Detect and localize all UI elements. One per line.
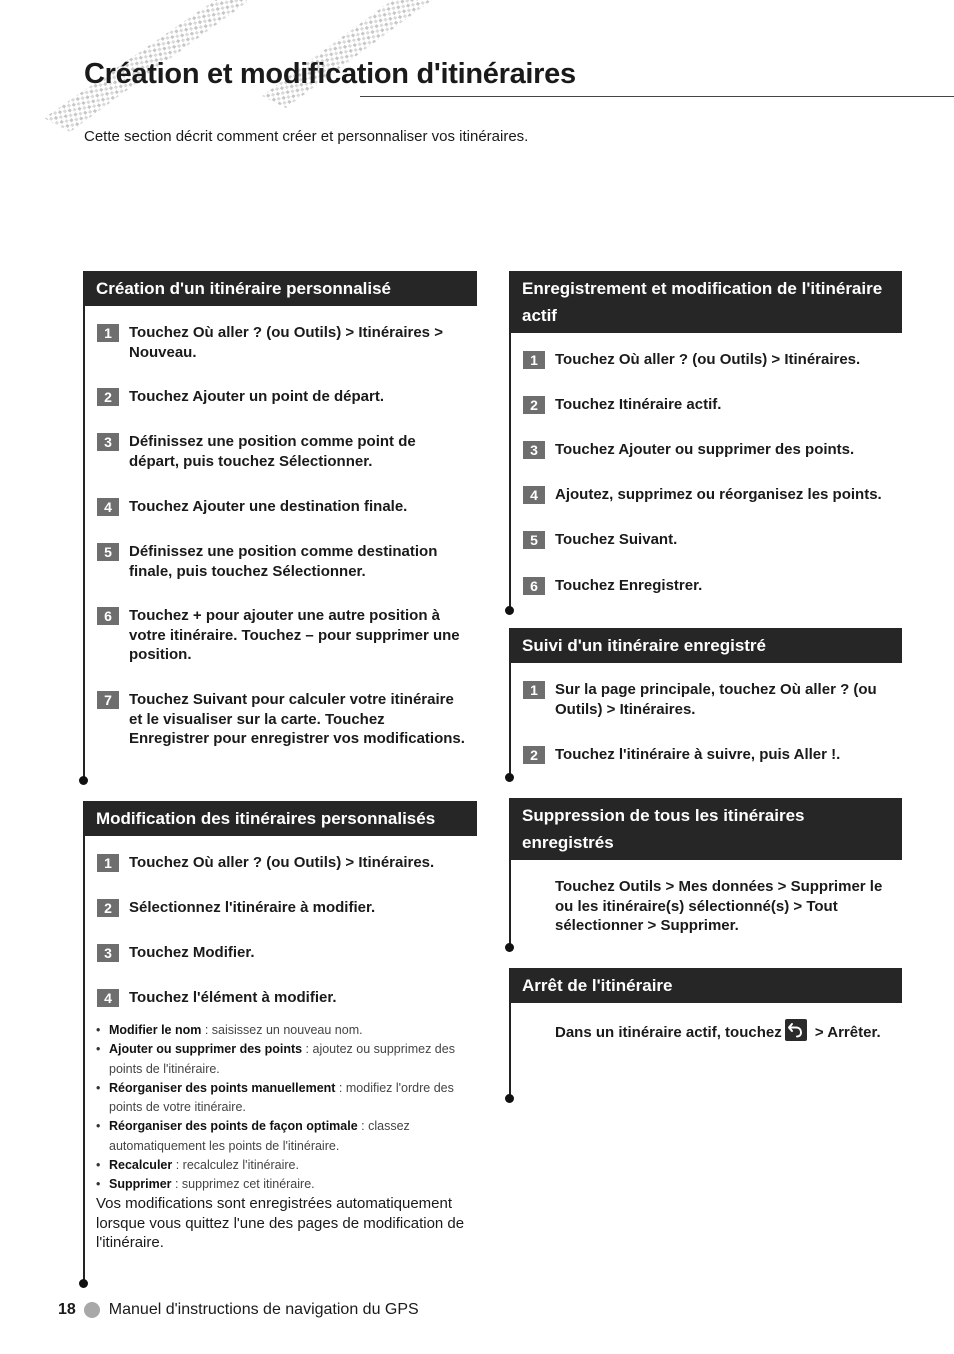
step-item bbox=[97, 690, 467, 749]
step-item bbox=[97, 497, 467, 517]
step-text: Touchez Ajouter un point de départ. bbox=[129, 388, 384, 405]
footer-circle-icon bbox=[84, 1302, 100, 1318]
options-list bbox=[96, 1021, 471, 1195]
step-item bbox=[523, 485, 908, 505]
stop-text-after: > Arrêter. bbox=[810, 1024, 881, 1041]
page-footer bbox=[58, 1301, 419, 1319]
list-item bbox=[96, 1040, 471, 1079]
stop-instructions bbox=[555, 1019, 915, 1043]
step-item bbox=[523, 395, 908, 415]
step-item bbox=[97, 943, 467, 963]
option-term: Modifier le nom bbox=[109, 1023, 202, 1037]
option-term: Ajouter ou supprimer des points bbox=[109, 1042, 303, 1057]
rule-dot bbox=[505, 1094, 514, 1103]
step-item bbox=[97, 606, 467, 665]
step-number: 4 bbox=[523, 486, 545, 504]
page-number: 18 bbox=[58, 1301, 76, 1318]
step-number: 5 bbox=[523, 531, 545, 549]
stop-text-before: Dans un itinéraire actif, touchez bbox=[555, 1024, 782, 1041]
list-item bbox=[96, 1079, 471, 1118]
section-heading-save-active-route: Enregistrement et modification de l'itinéraire actif bbox=[510, 271, 902, 333]
rule-dot bbox=[79, 776, 88, 785]
step-text: Touchez Ajouter une destination finale. bbox=[129, 498, 408, 515]
option-desc: : ajoutez ou supprimez des points de l'itinéraire. bbox=[109, 1042, 455, 1076]
step-item bbox=[523, 530, 908, 550]
section-heading-create-route: Création d'un itinéraire personnalisé bbox=[84, 271, 477, 306]
step-number: 1 bbox=[97, 324, 119, 342]
step-number: 1 bbox=[97, 854, 119, 872]
section-heading-follow-route: Suivi d'un itinéraire enregistré bbox=[510, 628, 902, 663]
step-text: Touchez Enregistrer. bbox=[555, 577, 703, 594]
left-column-rule bbox=[83, 801, 85, 1284]
step-item bbox=[523, 745, 893, 765]
step-text: Touchez Où aller ? (ou Outils) > Itinéraires. bbox=[555, 351, 861, 368]
list-item bbox=[96, 1021, 471, 1040]
autosave-note: Vos modifications sont enregistrées automatiquement lorsque vous quittez l'une des pages de modification de l'itinéraire. bbox=[96, 1195, 465, 1251]
step-item bbox=[97, 853, 467, 873]
step-text: Définissez une position comme point de départ, puis touchez Sélectionner. bbox=[129, 433, 416, 470]
page-title: Création et modification d'itinéraires bbox=[84, 58, 576, 90]
step-item bbox=[97, 542, 467, 581]
step-item bbox=[523, 680, 893, 719]
footer-text: Manuel d'instructions de navigation du GPS bbox=[108, 1301, 419, 1318]
step-text: Touchez Où aller ? (ou Outils) > Itinéraires. bbox=[129, 854, 435, 871]
step-item bbox=[97, 432, 467, 471]
section-heading-delete-all-routes: Suppression de tous les itinéraires enregistrés bbox=[510, 798, 902, 860]
rule-dot bbox=[505, 606, 514, 615]
step-text: Touchez l'élément à modifier. bbox=[129, 989, 337, 1006]
step-text: Touchez Suivant pour calculer votre itinéraire et le visualiser sur la carte. Touchez Enregistrer pour enregistrer vos modifications. bbox=[129, 691, 465, 747]
step-text: Touchez Modifier. bbox=[129, 944, 255, 961]
step-number: 2 bbox=[523, 396, 545, 414]
step-number: 3 bbox=[97, 433, 119, 451]
step-number: 4 bbox=[97, 989, 119, 1007]
option-term: Réorganiser des points de façon optimale bbox=[109, 1119, 358, 1134]
step-number: 3 bbox=[97, 944, 119, 962]
step-number: 6 bbox=[523, 577, 545, 595]
step-number: 2 bbox=[97, 388, 119, 406]
step-item bbox=[97, 898, 467, 918]
step-number: 5 bbox=[97, 543, 119, 561]
step-number: 4 bbox=[97, 498, 119, 516]
step-number: 7 bbox=[97, 691, 119, 709]
rule-dot bbox=[505, 773, 514, 782]
step-item bbox=[97, 387, 467, 407]
step-number: 2 bbox=[97, 899, 119, 917]
step-item bbox=[97, 988, 467, 1008]
title-rule bbox=[360, 96, 954, 97]
section-heading-stop-route: Arrêt de l'itinéraire bbox=[510, 968, 902, 1003]
step-text: Touchez Itinéraire actif. bbox=[555, 396, 722, 413]
step-text: Sélectionnez l'itinéraire à modifier. bbox=[129, 899, 376, 916]
step-item bbox=[523, 350, 908, 370]
page-intro: Cette section décrit comment créer et personnaliser vos itinéraires. bbox=[84, 128, 529, 145]
option-desc: : supprimez cet itinéraire. bbox=[171, 1177, 315, 1192]
step-number: 1 bbox=[523, 681, 545, 699]
step-text: Touchez + pour ajouter une autre position à votre itinéraire. Touchez – pour supprimer une position. bbox=[129, 607, 460, 663]
step-item bbox=[523, 440, 908, 460]
step-text: Ajoutez, supprimez ou réorganisez les points. bbox=[555, 486, 882, 503]
step-number: 2 bbox=[523, 746, 545, 764]
step-item bbox=[97, 323, 467, 362]
rule-dot bbox=[79, 1279, 88, 1288]
step-number: 6 bbox=[97, 607, 119, 625]
option-desc: : modifiez l'ordre des points de votre itinéraire. bbox=[109, 1080, 454, 1115]
section-heading-modify-routes: Modification des itinéraires personnalisés bbox=[84, 801, 477, 836]
option-term: Supprimer bbox=[109, 1177, 172, 1192]
step-text: Définissez une position comme destination finale, puis touchez Sélectionner. bbox=[129, 543, 438, 580]
rule-dot bbox=[505, 943, 514, 952]
list-item bbox=[96, 1156, 471, 1175]
option-desc: : classez automatiquement les points de l'itinéraire. bbox=[109, 1119, 410, 1153]
list-item bbox=[96, 1117, 471, 1156]
step-text: Touchez Où aller ? (ou Outils) > Itinéraires > Nouveau. bbox=[129, 324, 443, 361]
step-item bbox=[523, 576, 908, 596]
step-text: Sur la page principale, touchez Où aller ? (ou Outils) > Itinéraires. bbox=[555, 681, 877, 718]
step-text: Touchez Ajouter ou supprimer des points. bbox=[555, 441, 855, 458]
option-term: Réorganiser des points manuellement bbox=[109, 1080, 336, 1095]
step-text: Touchez Suivant. bbox=[555, 531, 678, 548]
option-desc: : recalculez l'itinéraire. bbox=[172, 1158, 299, 1173]
step-number: 3 bbox=[523, 441, 545, 459]
delete-all-instructions: Touchez Outils > Mes données > Supprimer le ou les itinéraire(s) sélectionné(s) > Tout sélectionner > Supprimer. bbox=[555, 878, 883, 934]
back-arrow-icon bbox=[785, 1019, 807, 1041]
step-text: Touchez l'itinéraire à suivre, puis Aller !. bbox=[555, 746, 841, 763]
list-item bbox=[96, 1175, 471, 1194]
step-number: 1 bbox=[523, 351, 545, 369]
option-desc: : saisissez un nouveau nom. bbox=[201, 1023, 363, 1037]
option-term: Recalculer bbox=[109, 1158, 173, 1173]
left-column-rule bbox=[83, 271, 85, 782]
